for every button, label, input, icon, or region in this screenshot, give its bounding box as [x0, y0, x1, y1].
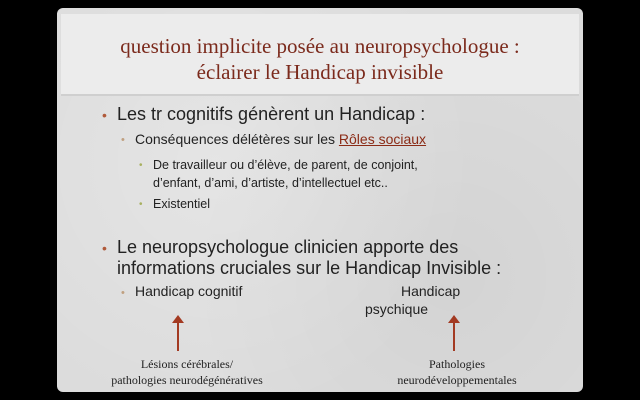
title-line-2: éclairer le Handicap invisible — [196, 60, 444, 84]
note-right-line-2: neurodéveloppementales — [397, 373, 517, 387]
title-line-1: question implicite posée au neuropsychologue : — [120, 34, 520, 58]
bullet-1-1-1-line-2: d’enfant, d’ami, d’artiste, d’intellectuel etc.. — [153, 176, 388, 190]
slide — [57, 8, 583, 392]
bullet-1-text: Les tr cognitifs génèrent un Handicap : — [117, 104, 426, 124]
arrow-up-left — [177, 321, 179, 351]
arrow-up-right — [453, 321, 455, 351]
sub-bullet-marker: • — [121, 287, 125, 299]
slide-content — [57, 8, 583, 392]
note-left-line-2: pathologies neurodégénératives — [111, 373, 263, 387]
handicap-cognitif-text: Handicap cognitif — [135, 283, 243, 299]
note-left — [87, 356, 287, 388]
sub-sub-bullet-marker: • — [139, 199, 143, 210]
bullet-1-1-1-line-1: De travailleur ou d’élève, de parent, de conjoint, — [153, 158, 418, 172]
note-right — [377, 356, 537, 388]
bullet-marker: • — [102, 240, 107, 256]
bullet-2-line-1: Le neuropsychologue clinicien apporte des — [117, 237, 459, 257]
note-right-line-1: Pathologies — [429, 357, 485, 371]
sub-bullet-marker: • — [121, 134, 125, 146]
bullet-1-1-2-text: Existentiel — [153, 197, 210, 211]
roles-sociaux-link[interactable]: Rôles sociaux — [338, 131, 427, 147]
bullet-1-1-prefix: Conséquences délétères sur les — [135, 131, 339, 147]
handicap-psychique-line-1: Handicap — [401, 283, 461, 299]
bullet-marker: • — [102, 107, 107, 123]
note-left-line-1: Lésions cérébrales/ — [140, 357, 234, 371]
sub-sub-bullet-marker: • — [139, 160, 143, 171]
bullet-1-1-text — [135, 131, 426, 147]
bullet-2-line-2: informations cruciales sur le Handicap Invisible : — [117, 258, 502, 278]
handicap-psychique-line-2: psychique — [365, 301, 429, 317]
